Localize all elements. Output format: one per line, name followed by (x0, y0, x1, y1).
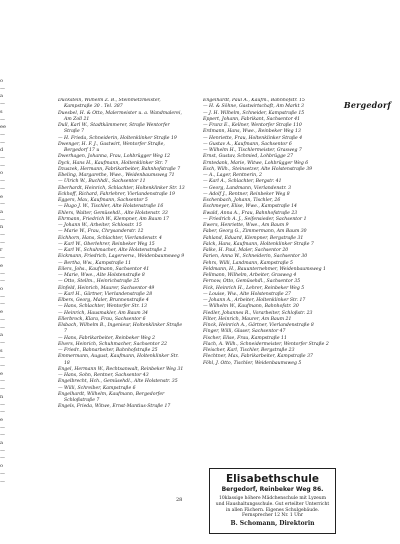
directory-entry: Ebeling, Margarethe, Wwe., Weidenbaumsweg 71 (58, 173, 175, 178)
directory-entry: Farien, Anna W., Schneiderin, Sachsentor 30 (203, 254, 308, 260)
directory-entry: — Karl W., Schuhmacher, Alte Holstenstraße 2 (58, 248, 167, 253)
directory-entry: Engelhardt, Paul A., Kaufm., Bahnhofstr. 15 (203, 98, 305, 103)
directory-entry: Föhl, J. Otto, Tischler, Weidenbaumsweg 5 (203, 360, 302, 366)
gutter-fragment: a (0, 440, 3, 447)
gutter-fragment: — (0, 270, 5, 277)
directory-entry: Finger, Willi, Glaser, Sachsentor 47 (203, 329, 286, 335)
gutter-fragment: — (0, 116, 5, 123)
directory-entry: — Ulrich W., Buchhdl., Sachsentor 11 (58, 179, 146, 185)
gutter-fragment: — (0, 470, 5, 477)
directory-entry: — Karl H., Gärtner, Vierlandenstraße 28 (58, 291, 153, 297)
gutter-fragment: — (0, 478, 5, 485)
directory-entry: Fahland, Eduard, Klempner, Bergstraße 31 (203, 235, 304, 241)
gutter-fragment: — (0, 139, 5, 146)
right-column (203, 98, 336, 367)
directory-entry: Elvers, Heinrich, Schuhmacher, Sachsentor 22 (58, 341, 167, 347)
directory-entry: Eberhardt, Heinrich, Schlachter, Holtenklinker Str. 13 (58, 185, 185, 191)
gutter-fragment: o (0, 285, 4, 292)
directory-entry: Fick, Heinrich H., Lehrer, Reinbeker Weg 5 (203, 285, 305, 291)
directory-entry: — Franz E., Kellner, Wentorfer Straße 110 (203, 123, 302, 128)
directory-entry: Elbers, Georg, Maler, Brunnenstraße 4 (58, 298, 149, 303)
directory-entry: Engelbrecht, Hch., Gemüsehdl., Alte Holstenstr. 35 (58, 379, 178, 385)
gutter-fragment: — (0, 386, 5, 393)
directory-entry: — H. & Söhne, Gastwirtschaft, Am Markt 3 (203, 104, 304, 110)
directory-entry: — Willi, Schreiber, Kampstraße 6 (58, 385, 136, 391)
gutter-fragment: o (0, 170, 4, 177)
gutter-fragment: a (0, 93, 3, 100)
gutter-fragment: n (0, 393, 4, 400)
gutter-fragment: — (0, 301, 5, 308)
directory-entry: Eschenbach, Johann, Tischler, 26 (203, 198, 281, 203)
directory-entry: — Johann A., Arbeiter, Holtenklinker Str. 17 (203, 298, 306, 303)
gutter-fragment: — (0, 255, 5, 262)
previous-page-gutter (0, 78, 14, 498)
directory-entry: — H. Frieda, Schneiderin, Holtenklinker Straße 19 (58, 135, 177, 141)
directory-entry: Flach, A. Wilh., Schneidermeister, Wentorfer Straße 2 (203, 341, 329, 347)
directory-entry: — J. H. Wilhelm, Schneider, Kampstraße 15 (203, 110, 305, 116)
gutter-fragment: — (0, 409, 5, 416)
directory-entry: — Wilhelm W., Kaufmann, Bahnhofstr. 30 (203, 304, 299, 310)
directory-entry: — Louise, Ww., Alte Holstenstraße 27 (203, 291, 291, 297)
directory-entry: Engel, Hermann W., Rechtsanwalt, Reinbeker Weg 31 (58, 366, 184, 372)
page-number: 28 (176, 497, 183, 503)
gutter-fragment: — (0, 216, 5, 223)
directory-entry: — Friedr., Bahnarbeiter, Bahnhofstraße 25 (58, 348, 158, 353)
gutter-fragment: o (0, 78, 4, 84)
gutter-fragment: — (0, 401, 5, 408)
directory-entry: Elsbach, Wilhelm B., Ingenieur, Holtenklinker Straße 7 (58, 323, 183, 335)
directory-entry: Feldmann, H., Bauunternehmer, Weidenbaumsweg 1 (203, 266, 326, 272)
directory-entry: — Marie W., Frau, Chrysanderstr. 12 (58, 229, 144, 235)
directory-entry: — Bertha, Ww., Kampstraße 11 (58, 260, 131, 266)
directory-entry: — Hans, Fabrikarbeiter, Reinbeker Weg 2 (58, 335, 156, 341)
directory-entry: — Gustav A., Kaufmann, Sachsentor 6 (203, 141, 292, 147)
directory-entry: — Wilhelm H., Tischlermeister, Grasweg 7 (203, 148, 302, 153)
gutter-fragment: — (0, 324, 5, 331)
gutter-fragment: — (0, 316, 5, 323)
gutter-fragment: — (0, 201, 5, 208)
directory-entry: Emmermann, August, Kaufmann, Holtenklinker Str. 18 (58, 354, 179, 366)
advertisement-box (209, 468, 336, 534)
gutter-fragment: e (0, 193, 3, 200)
directory-entry: — Hans, Schlachter, Wentorfer Str. 13 (58, 304, 147, 310)
directory-entry: Fiedler, Johannes R., Vorarbeiter, Schloßstr. 23 (203, 310, 313, 316)
gutter-fragment: — (0, 85, 5, 92)
gutter-fragment: — (0, 101, 5, 108)
gutter-fragment: ee (0, 124, 6, 131)
gutter-fragment: — (0, 185, 5, 192)
gutter-fragment: — (0, 178, 5, 185)
directory-entry: Eckhoff, Richard, Fahrlehrer, Vierlandenstraße 19 (58, 191, 175, 197)
gutter-fragment: r (0, 247, 3, 254)
directory-entry: — Johann W., Arbeiter, Schlosstr. 15 (58, 223, 142, 228)
directory-entry: Fleischer, Karl, Tischler, Bergstraße 23 (203, 348, 295, 353)
gutter-fragment: — (0, 447, 5, 454)
gutter-fragment: — (0, 355, 5, 362)
directory-entry: Faber, Georg G., Zimmermann, Am Baum 30 (203, 229, 307, 235)
directory-entry: Eickmann, Friedrich, Lagerverw., Weidenbaumsweg 9 (58, 254, 185, 260)
directory-entry: — Georg, Landmann, Vierlandenstr. 3 (203, 185, 292, 191)
gutter-fragment: — (0, 155, 5, 162)
directory-entry: Eilers, Johs., Kaufmann, Sachsentor 41 (58, 266, 150, 272)
gutter-fragment: a (0, 332, 3, 339)
directory-entry: Duckstein, Wilhelm Z. B., Steinmetzmeister, Kampstraße 30 . Tel. 387 (58, 98, 161, 110)
directory-entry: Flechtner, Max, Fabrikarbeiter, Kampstraße 37 (203, 354, 313, 360)
directory-entry: Engelhardt, Wilhelm, Kaufmann, Bergedorfer Schloßstraße 7 (58, 391, 165, 403)
directory-entry: — A., Lager, Rentnerin, 2 (203, 173, 262, 178)
directory-entry: — Adolf J., Rentner, Reinbeker Weg 8 (203, 191, 290, 197)
directory-entry: Dwenger, H. F. J., Gastwirt, Wentorfer Straße, Bergedorf 17 u (58, 141, 165, 153)
gutter-fragment: s (0, 108, 3, 115)
directory-entry: — Otto, Stellm., Heinrichstraße 25 (58, 279, 140, 285)
gutter-fragment: — (0, 378, 5, 385)
directory-entry: Eichhorn, Hans, Schlachter, Vierlandenstr. 4 (58, 235, 162, 241)
directory-entry: Ernst, Gustav, Schmied, Lohbrügge 27 (203, 154, 294, 160)
directory-entry: — Hugo J. W., Tischler, Alte Holstenstraße 16 (58, 204, 164, 210)
directory-entry: — Henriette, Frau, Holtenklinker Straße 4 (203, 135, 303, 141)
gutter-fragment: — (0, 293, 5, 300)
ad-footer: B. Schomann, Direktorin (230, 520, 315, 528)
directory-entry: Fellmann, Wilhelm, Arbeiter, Grasweg 4 (203, 273, 297, 278)
gutter-fragment: d (0, 147, 4, 154)
directory-entry: Dull, Karl W., Stadtkämmerer, Straße Wentorfer Straße 7 (58, 123, 170, 135)
directory-entry: — Marie, Wwe., Alte Holstenstraße 8 (58, 273, 145, 278)
directory-entry: Eppert, Johann, Fabrikant, Sachsentor 41 (203, 116, 301, 122)
directory-entry: Engels, Frieda, Witwe, Ernst-Mantius-Straße 17 (58, 404, 171, 410)
page-heading: Bergedorf (343, 100, 391, 110)
gutter-fragment: — (0, 424, 5, 431)
directory-entry: Falke, H. Paul, Maler, Sachsentor 20 (203, 248, 289, 253)
directory-entry: — Hans, Sohn, Rentner, Sachsentor 43 (58, 373, 149, 378)
directory-entry: Eschmeyer, Elise, Wwe., Kampstraße 14 (203, 204, 297, 210)
directory-entry: Einfeld, Heinrich, Maurer, Sachsentor 49 (58, 285, 155, 291)
gutter-fragment: — (0, 455, 5, 462)
directory-entry: Fernow, Otto, Gemüsehdl., Sachsentor 35 (203, 279, 301, 285)
directory-entry: Duesbel, H. & Otto, Malermeister u. a. Wandmalerei, Am Zoll 21 (58, 110, 182, 122)
directory-entry: Dyck, Hans H., Kaufmann, Holtenklinker Str. 7 (58, 160, 168, 166)
directory-entry: — Heinrich, Hausmakler, Am Baum 34 (58, 310, 148, 316)
directory-entry: Ellerbrock, Klara, Frau, Sachsentor 6 (58, 316, 146, 322)
directory-entry: Filter, Heinrich, Maurer, Am Baum 21 (203, 316, 292, 322)
directory-entry: Fehrs, Willi, Landmann, Kampstraße 5 (203, 260, 293, 266)
ad-subtitle: Bergedorf, Reinbeker Weg 86. (221, 486, 324, 493)
gutter-fragment: o (0, 463, 4, 470)
gutter-fragment: — (0, 278, 5, 285)
gutter-fragment: — (0, 239, 5, 246)
directory-entry: Esch, Wilh., Steinsetzer, Alte Holstenstraße 39 (203, 166, 313, 172)
directory-entry: — Karl W., Oberlehrer, Reinbeker Weg 15 (58, 241, 155, 247)
directory-entry: — Friedrich A. J., Seifensieder, Sachsentor 1 (203, 216, 307, 222)
gutter-fragment: — (0, 432, 5, 439)
gutter-fragment: s (0, 347, 3, 354)
ad-title: Elisabethschule (226, 473, 319, 485)
directory-entry: Ehlers, Walter, Gemüsehdl., Alte Holstenstr. 33 (58, 210, 168, 216)
gutter-fragment: e (0, 370, 3, 377)
gutter-fragment: e (0, 309, 3, 316)
directory-entry: Eggers, Max, Kaufmann, Sachsentor 5 (58, 198, 148, 203)
ad-body: 10klassige höhere Mädchenschule mit Lyzeum und Haushaltungsschule. Gut erteilter Unterricht in allen Fächern. Eigenes Schulgebäude. Fernsprecher 12 Nr. 1 Uhr (215, 496, 330, 519)
directory-entry: Dwerhagen, Johanna, Frau, Lohbrügger Weg 12 (58, 154, 171, 160)
directory-entry: Fischer, Elise, Frau, Kampstraße 11 (203, 335, 287, 341)
gutter-fragment: — (0, 339, 5, 346)
directory-entry: — Karl A., Schlachter, Bergstr. 41 (203, 179, 282, 185)
directory-entry: Erntedank, Marie, Witwe, Lohbrügger Weg 6 (203, 160, 309, 166)
directory-entry: Falck, Hans, Kaufmann, Holtenklinker Straße 7 (203, 241, 314, 247)
gutter-fragment: a (0, 208, 3, 215)
gutter-fragment: — (0, 363, 5, 370)
gutter-fragment: — (0, 162, 5, 169)
directory-entry: Finck, Heinrich A., Gärtner, Vierlandenstraße 8 (203, 323, 314, 328)
gutter-fragment: e (0, 416, 3, 423)
directory-entry: Ehrmann, Friedrich W., Klempner, Am Baum 17 (58, 216, 169, 222)
directory-entry: Ewald, Anna A., Frau, Bahnhofstraße 23 (203, 210, 298, 216)
gutter-fragment: e (0, 262, 3, 269)
gutter-fragment: — (0, 232, 5, 239)
directory-entry: Ewers, Henriette, Wwe., Am Baum 9 (203, 223, 289, 228)
directory-entry: Erdmann, Hans, Wwe., Reinbeker Weg 13 (203, 129, 301, 135)
left-column (58, 98, 186, 411)
directory-entry: Dzuszek, Hermann, Fabrikarbeiter, Bahnhofstraße 7 (58, 166, 181, 172)
gutter-fragment: n (0, 224, 4, 231)
gutter-fragment: — (0, 131, 5, 138)
